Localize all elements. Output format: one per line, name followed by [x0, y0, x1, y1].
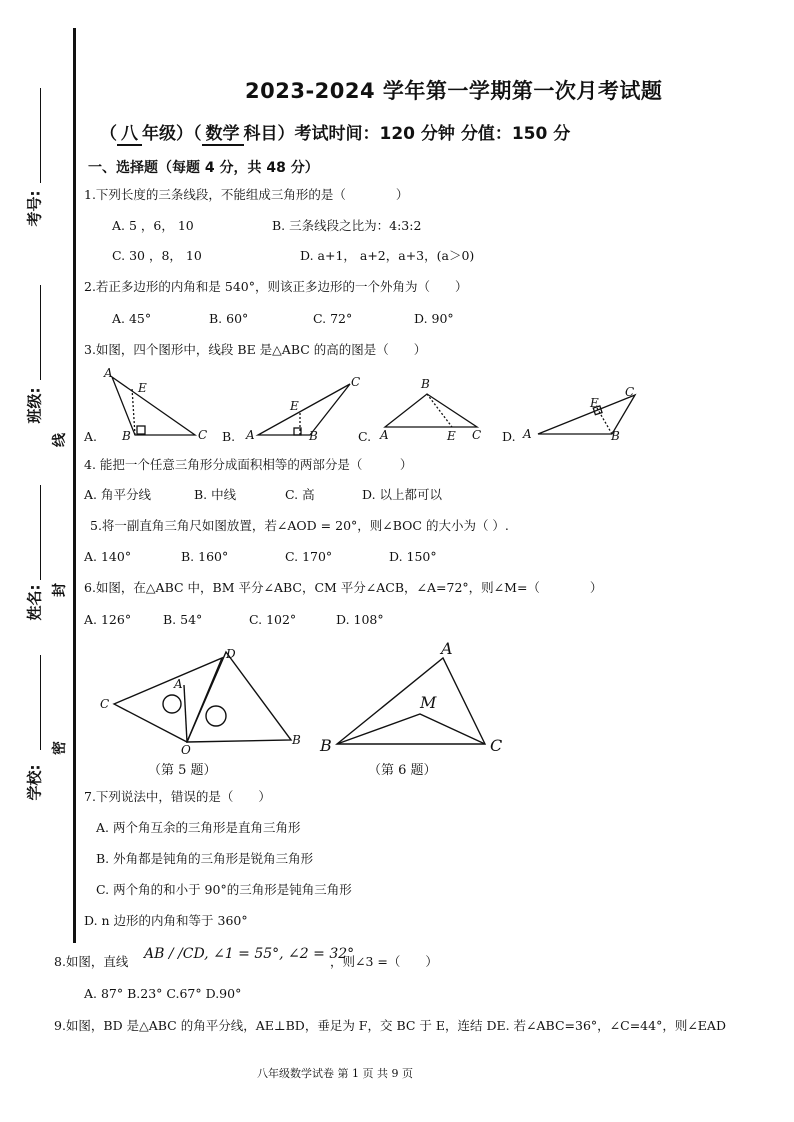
q1-option-c: C. 30 ，8， 10 — [112, 248, 202, 263]
q5-line-oa — [184, 685, 187, 742]
q3-d-pt-A: A — [523, 427, 532, 441]
q6-option-c: C. 102° — [249, 612, 297, 627]
q3-b-pt-A: A — [246, 428, 255, 442]
q3-b-pt-E: E — [290, 399, 299, 413]
q5-option-b: B. 160° — [181, 549, 229, 564]
q7-option-a: A. 两个角互余的三角形是直角三角形 — [96, 820, 301, 835]
q6-option-a: A. 126° — [84, 612, 132, 627]
q7-option-b: B. 外角都是钝角的三角形是锐角三角形 — [96, 851, 314, 866]
q1-stem: 1.下列长度的三条线段，不能组成三角形的是（ ） — [84, 187, 409, 202]
q2-option-a: A. 45° — [112, 311, 152, 326]
exam-subtitle — [100, 126, 570, 142]
q7-option-c: C. 两个角的和小于 90°的三角形是钝角三角形 — [96, 882, 352, 897]
q5-option-d: D. 150° — [389, 549, 437, 564]
q5-option-a: A. 140° — [84, 549, 132, 564]
exam-title: 2023-2024 学年第一学期第一次月考试题 — [245, 79, 663, 103]
q2-option-b: B. 60° — [209, 311, 249, 326]
q8-stem-post: ，则∠3 =（ ） — [330, 954, 438, 969]
q6-option-b: B. 54° — [163, 612, 203, 627]
q2-stem: 2.若正多边形的内角和是 540°，则该正多边形的一个外角为（ ） — [84, 279, 468, 294]
q1-option-d: D. a+1， a+2，a+3，(a＞0) — [300, 248, 475, 263]
q4-stem: 4. 能把一个任意三角形分成面积相等的两部分是（ ） — [84, 457, 413, 472]
q1-option-b: B. 三条线段之比为：4:3:2 — [272, 218, 422, 233]
q3-a-pt-A: A — [104, 366, 113, 380]
q7-stem: 7.下列说法中，错误的是（ ） — [84, 789, 271, 804]
q3-option-c: C. — [358, 429, 372, 444]
name-underline — [40, 485, 41, 580]
q4-option-b: B. 中线 — [194, 487, 237, 502]
q3-fig-c-triangle — [385, 394, 477, 427]
grade-value: 八 — [117, 124, 142, 146]
q3-a-pt-B: B — [122, 429, 131, 443]
exam-no-label: 考号: — [25, 190, 44, 227]
q3-b-pt-C: C — [351, 375, 361, 389]
q6-pt-M: M — [420, 693, 437, 712]
q3-option-b: B. — [222, 429, 236, 444]
q5-pt-D: D — [226, 647, 236, 661]
q3-fig-d-height — [597, 408, 612, 434]
section-heading: 一、选择题（每题 4 分，共 48 分） — [88, 160, 319, 176]
page-footer: 八年级数学试卷 第 1 页 共 9 页 — [257, 1067, 413, 1080]
q3-fig-c-height — [427, 394, 452, 427]
q3-c-pt-B: B — [421, 377, 430, 391]
q3-c-pt-A: A — [380, 428, 389, 442]
q8-options: A. 87° B.23° C.67° D.90° — [84, 986, 242, 1001]
q4-option-d: D. 以上都可以 — [362, 487, 443, 502]
q5-caption: （第 5 题） — [148, 763, 217, 778]
q5-stem: 5.将一副直角三角尺如图放置，若∠AOD = 20°，则∠BOC 的大小为（ ）. — [90, 518, 509, 533]
q5-option-c: C. 170° — [285, 549, 333, 564]
q5-pt-C: C — [100, 697, 110, 711]
name-label: 姓名: — [25, 584, 44, 621]
q3-option-a: A. — [84, 429, 98, 444]
grade-prefix: （ — [100, 124, 117, 144]
school-underline — [40, 655, 41, 750]
q5-hole-2 — [206, 706, 226, 726]
subject-suffix: 科目）考试时间：120 分钟 分值：150 分 — [243, 124, 571, 144]
q6-pt-B: B — [320, 736, 332, 755]
q5-q6-figures — [95, 636, 525, 761]
q5-hole-1 — [163, 695, 181, 713]
subject-value: 数学 — [202, 124, 244, 146]
q6-caption: （第 6 题） — [368, 763, 437, 778]
q3-a-pt-C: C — [198, 428, 208, 442]
q3-fig-b-triangle — [258, 384, 350, 435]
q3-d-pt-B: B — [611, 429, 620, 443]
grade-suffix: 年级）（ — [142, 124, 202, 144]
class-label: 班级: — [25, 387, 44, 424]
q3-a-pt-E: E — [138, 381, 147, 395]
q4-option-a: A. 角平分线 — [84, 487, 151, 502]
q6-option-d: D. 108° — [336, 612, 384, 627]
q3-d-pt-C: C — [625, 385, 635, 399]
q6-pt-C: C — [490, 736, 503, 755]
q8-formula: AB / /CD, ∠1 = 55°, ∠2 = 32° — [144, 946, 355, 962]
q5-pt-B: B — [292, 733, 301, 747]
q3-c-pt-C: C — [472, 428, 482, 442]
q6-bisectors — [337, 714, 485, 744]
q2-option-c: C. 72° — [313, 311, 353, 326]
q7-option-d: D. n 边形的内角和等于 360° — [84, 913, 248, 928]
q8-stem-pre: 8.如图，直线 — [54, 954, 129, 969]
q5-triangle-2 — [187, 652, 291, 742]
q3-option-d: D. — [502, 429, 516, 444]
q3-fig-d-triangle — [538, 395, 635, 434]
q9-stem: 9.如图，BD 是△ABC 的角平分线，AE⊥BD，垂足为 F，交 BC 于 E，连结 DE. 若∠ABC=36°，∠C=44°，则∠EAD — [54, 1018, 726, 1033]
exam-no-underline — [40, 88, 41, 183]
q3-c-pt-E: E — [447, 429, 456, 443]
school-label: 学校: — [25, 764, 44, 801]
q3-d-pt-E: E — [590, 396, 599, 410]
seal-line-char: 线 — [52, 433, 68, 447]
q6-pt-A: A — [441, 639, 453, 658]
q1-option-a: A. 5 ，6， 10 — [112, 218, 194, 233]
q3-fig-a-triangle — [112, 377, 195, 435]
q4-option-c: C. 高 — [285, 487, 315, 502]
q3-fig-a-right-angle — [137, 426, 145, 434]
q6-stem: 6.如图，在△ABC 中，BM 平分∠ABC，CM 平分∠ACB，∠A=72°，则∠M=（ ） — [84, 580, 603, 595]
seal-seal-char: 封 — [52, 583, 68, 597]
q3-b-pt-B: B — [309, 429, 318, 443]
q6-triangle — [337, 658, 485, 744]
q5-pt-O: O — [181, 743, 191, 757]
q3-stem: 3.如图，四个图形中，线段 BE 是△ABC 的高的图是（ ） — [84, 342, 427, 357]
class-underline — [40, 285, 41, 380]
q5-pt-A: A — [174, 677, 183, 691]
q2-option-d: D. 90° — [414, 311, 454, 326]
seal-secret-char: 密 — [52, 741, 68, 755]
binding-line — [73, 28, 76, 943]
